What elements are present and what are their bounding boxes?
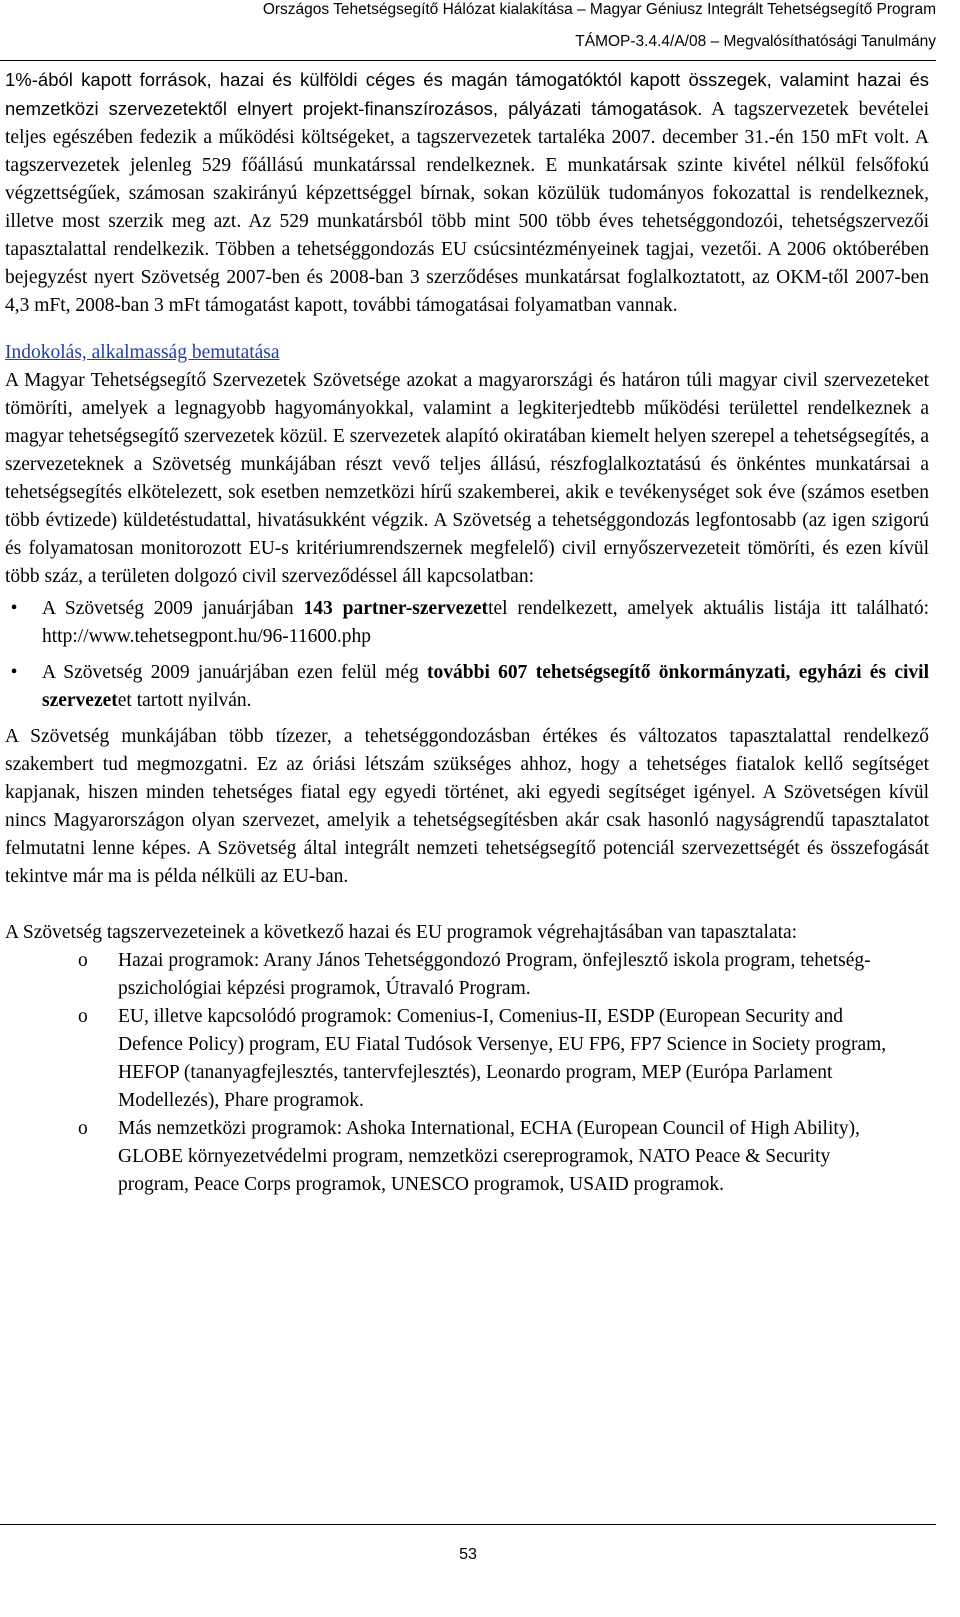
bullet-dot-icon: • xyxy=(10,598,18,619)
program-text: Hazai programok: Arany János Tehetséggondozó Program, önfejlesztő iskola program, tehetség-pszichológiai képzési programok, Útravaló Program. xyxy=(118,950,871,999)
document-body xyxy=(5,66,929,1199)
header-divider xyxy=(0,60,936,61)
circle-bullet-icon: o xyxy=(78,950,88,971)
bullet-text-post: et tartott nyilván. xyxy=(117,690,252,711)
header-project-title: Országos Tehetségsegítő Hálózat kialakítása – Magyar Géniusz Integrált Tehetségsegítő Program xyxy=(262,1,936,18)
section-heading: Indokolás, alkalmasság bemutatása xyxy=(5,342,280,363)
intro-serif-text: A tagszervezetek bevételei teljes egészében fedezik a működési költségeket, a tagszervezetek tartaléka 2007. december 31.-én 150 mFt volt. A tagszervezetek jelenleg 529 főállású munkatárssal rendelkeznek. E munkatársak szinte kivétel nélkül felsőfokú végzettségűek, számosan szakirányú képzettséggel bírnak, sokan közülük tudományos fokozattal is rendelkeznek, illetve most szerzik meg azt. Az 529 munkatársból több mint 500 több éves tehetséggondozói, tehetségszervezői tapasztalattal rendelkezik. Többen a tehetséggondozás EU csúcsintézményeinek tagjai, vezetői. A 2006 októberében bejegyzést nyert Szövetség 2007-ben és 2008-ban 3 szerződéses munkatársat foglalkoztatott, az OKM-től 2007-ben 4,3 mFt, 2008-ban 3 mFt támogatást kapott, további támogatásai folyamatban vannak. xyxy=(5,99,929,316)
bullet-text-pre: A Szövetség 2009 januárjában ezen felül még xyxy=(42,662,428,683)
bullet-text-bold: további 607 tehetségsegítő önkormányzati, egyházi és civil szervezet xyxy=(42,662,929,711)
page-number: 53 xyxy=(459,1546,477,1563)
bullet-item xyxy=(5,595,929,651)
program-list xyxy=(5,947,929,1199)
bullet-item xyxy=(5,659,929,715)
paragraph-spacer xyxy=(5,891,929,919)
program-text: Más nemzetközi programok: Ashoka International, ECHA (European Council of High Ability), GLOBE környezetvédelmi program, nemzetközi csereprogramok, NATO Peace & Security program, Peace Corps programok, UNESCO programok, USAID programok. xyxy=(118,1118,860,1195)
circle-bullet-icon: o xyxy=(78,1118,88,1139)
paragraph-body-1: A Magyar Tehetségsegítő Szervezetek Szövetsége azokat a magyarországi és határon túli magyar civil szervezeteket tömöríti, amelyek a legnagyobb hagyományokkal, valamint a legkiterjedtebb működési területtel rendelkeznek a magyar tehetségsegítő szervezetek közül. E szervezetek alapító okiratában kiemelt helyen szerepel a tehetségsegítés, a szervezeteknek a Szövetség munkájában részt vevő teljes állású, részfoglalkoztatású és önkéntes munkatársai a tehetségsegítés elkötelezett, sok esetben nemzetközi hírű szakemberei, akik e tevékenységet sok éve (számos esetben több évtizede) küldetéstudattal, hivatásukként végzik. A Szövetség a tehetséggondozás legfontosabb (az igen szigorú és folyamatosan monitorozott EU-s kritériumrendszernek megfelelő) civil ernyőszervezeteit tömöríti, és ezen kívül több száz, a területen dolgozó civil szerveződéssel áll kapcsolatban: xyxy=(5,370,929,587)
program-text: EU, illetve kapcsolódó programok: Comenius-I, Comenius-II, ESDP (European Security and Defence Policy) program, EU Fiatal Tudósok Versenye, EU FP6, FP7 Science in Society program, HEFOP (tananyagfejlesztés, tantervfejlesztés), Leonardo program, MEP (Európa Parlament Modellezés), Phare programok. xyxy=(118,1006,887,1111)
circle-bullet-icon: o xyxy=(78,1006,88,1027)
program-item xyxy=(5,1003,929,1115)
bullet-text-post: tel rendelkezett, amelyek aktuális listája itt található: http://www.tehetsegpont.hu/96-11600.php xyxy=(42,598,929,647)
bullet-text-pre: A Szövetség 2009 januárjában xyxy=(42,598,304,619)
program-item xyxy=(5,947,929,1003)
footer-divider xyxy=(0,1524,936,1525)
paragraph-intro xyxy=(5,66,929,320)
header-document-id: TÁMOP-3.4.4/A/08 – Megvalósíthatósági Tanulmány xyxy=(575,33,936,50)
bullet-text-bold: 143 partner-szervezet xyxy=(303,598,489,619)
paragraph-body-2: A Szövetség munkájában több tízezer, a tehetséggondozásban értékes és változatos tapasztalattal rendelkező szakembert tud megmozgatni. Ez az óriási létszám szükséges ahhoz, hogy a tehetséges fiatalok kellő segítséget kapjanak, hiszen minden tehetséges fiatal egy egyedi történet, aki egyedi segítséget igényel. A Szövetségen kívül nincs Magyarországon olyan szervezet, amelyik a tehetségsegítésben akár csak hasonló nagyságrendű tapasztalatot felmutatni lenne képes. A Szövetség által integrált nemzeti tehetségsegítő potenciál szervezettségét és összefogását tekintve már ma is példa nélküli az EU-ban. xyxy=(5,726,929,887)
program-item xyxy=(5,1115,929,1199)
partner-bullet-list xyxy=(5,595,929,715)
paragraph-body-3: A Szövetség tagszervezeteinek a következő hazai és EU programok végrehajtásában van tapasztalata: xyxy=(5,922,798,943)
bullet-dot-icon: • xyxy=(10,662,18,683)
intro-sans-text: 1%-ából kapott források, hazai és külföldi céges és magán támogatóktól kapott összegek, valamint hazai és nemzetközi szervezetektől elnyert projekt-finanszírozásos, pályázati támogatások. xyxy=(5,69,929,119)
